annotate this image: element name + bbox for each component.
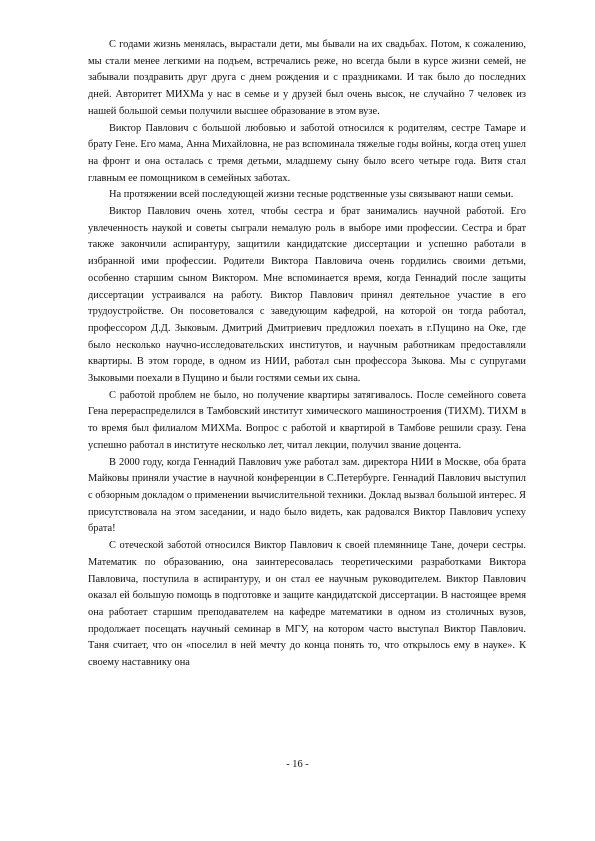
paragraph: В 2000 году, когда Геннадий Павлович уже работал зам. директора НИИ в Москве, оба брата Майковы приняли участие в научной конференции в С.Петербурге. Геннадий Павлович выступил с обзорным докладом о применении вычислительной техники. Доклад вызвал большой интерес. Я присутствовала на этом заседании, и надо было видеть, как радовался Виктор Павлович успеху брата! [88, 456, 526, 535]
paragraph: На протяжении всей последующей жизни тесные родственные узы связывают наши семьи. [109, 189, 514, 201]
paragraph: С отеческой заботой относился Виктор Павлович к своей племяннице Тане, дочери сестры. Математик по образованию, она заинтересовалась теоретическими разработками Виктора Павловича, поступила в аспирантуру, и он стал ее научным руководителем. Виктор Павлович оказал ей большую помощь в подготовке и защите кандидатской диссертации. В настоящее время она работает старшим преподавателем на кафедре математики в одном из столичных вузов, продолжает посещать научный семинар в МГУ, на котором часто выступал Виктор Павлович. Таня считает, что он «поселил в ней мечту до конца понять то, что открылось ему в науке». К своему наставнику она [88, 540, 526, 669]
paragraph: С годами жизнь менялась, вырастали дети, мы бывали на их свадьбах. Потом, к сожалению, мы стали менее легкими на подъем, встречались реже, но всегда были в курсе жизни семей, не забывали поздравить друг друга с днем рождения и с праздниками. И так было до последних дней. Авторитет МИХМа у нас в семье и у друзей был очень высок, не случайно 7 человек из нашей большой семьи получили высшее образование в этом вузе. [88, 39, 526, 117]
paragraph: Виктор Павлович с большой любовью и заботой относился к родителям, сестре Тамаре и брату Гене. Его мама, Анна Михайловна, не раз вспоминала тяжелые годы войны, когда отец ушел на фронт и она осталась с тремя детьми, младшему сыну было всего четыре года. Витя стал главным ее помощником в семейных заботах. [88, 122, 526, 184]
paragraph: С работой проблем не было, но получение квартиры затягивалось. После семейного совета Гена перераспределился в Тамбовский институт химического машиностроения (ТИХМ). ТИХМ в то время был филиалом МИХМа. Вопрос с работой и квартирой в Тамбове решили сразу. Гена успешно работал в институте несколько лет, читал лекции, получил звание доцента. [88, 389, 526, 451]
page-number: - 16 - [286, 759, 309, 770]
paragraph: Виктор Павлович очень хотел, чтобы сестра и брат занимались научной работой. Его увлеченность наукой и советы сыграли немалую роль в выборе ими профессии. Сестра и брат также закончили аспирантуру, защитили кандидатские диссертации и успешно работали в избранной ими профессии. Родители Виктора Павловича очень гордились своими детьми, особенно старшим сыном Виктором. Мне вспоминается время, когда Геннадий после защиты диссертации устраивался на работу. Виктор Павлович принял деятельное участие в его трудоустройстве. Он посоветовался с заведующим кафедрой, на которой он тогда работал, профессором Д.Д. Зыковым. Дмитрий Дмитриевич предложил поехать в г.Пущино на Оке, где было несколько научно-исследовательских институтов, и научным работникам предоставляли квартиры. В этом городе, в одном из НИИ, работал сын профессора Зыкова. Мы с супругами Зыковыми поехали в Пущино и были гостями семьи их сына. [88, 206, 526, 385]
page-text [88, 37, 526, 672]
